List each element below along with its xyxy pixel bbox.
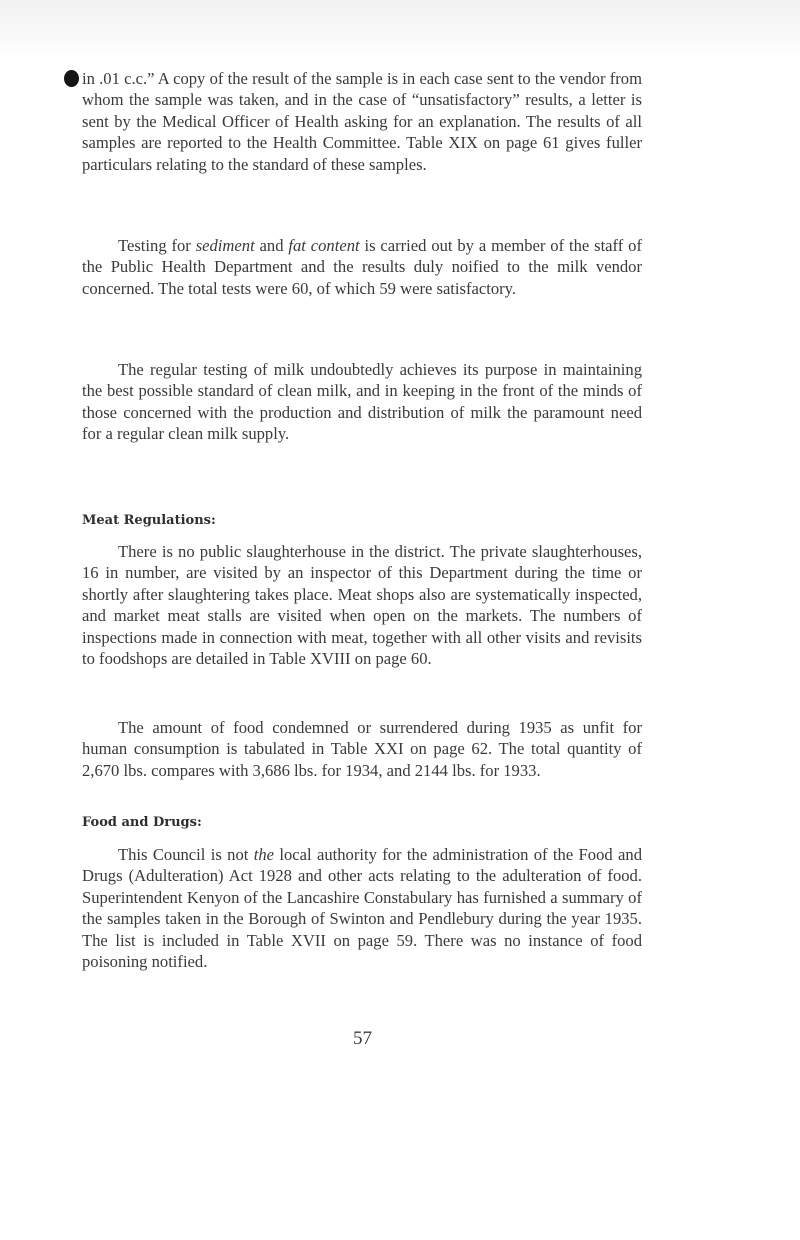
- heading-meat-regulations: Meat Regulations:: [82, 513, 216, 528]
- punch-hole-mark: [64, 70, 79, 87]
- paragraph-sediment-testing: [82, 235, 642, 299]
- page-number: 57: [353, 1028, 372, 1049]
- para2-text-a: Testing for: [118, 236, 196, 255]
- show-through-shadow: [0, 0, 800, 60]
- para2-text-c: is carried out by a member of the staff of the Public Health Department and the results duly noified to the milk vendor concerned. The total tests were 60, of which 59 were satisfactory.: [82, 236, 642, 298]
- paragraph-slaughterhouses: [82, 541, 642, 669]
- para4-text: There is no public slaughterhouse in the district. The private slaughterhouses, 16 in number, are visited by an inspector of this Department during the time or shortly after slaughtering takes place. Meat shops also are systematically inspected, and market meat stalls are visited when open on the markets. The numbers of inspections made in connection with meat, together with all other visits and revisits to foodshops are detailed in Table XVIII on page 60.: [82, 542, 642, 669]
- para3-text: The regular testing of milk undoubtedly achieves its purpose in maintaining the best possible standard of clean milk, and in keeping in the front of the minds of those concerned with the production and distribution of milk the paramount need for a regular clean milk supply.: [82, 360, 642, 444]
- para2-emphasis-sediment: sediment: [195, 236, 255, 255]
- para6-text-a: This Council is not: [118, 845, 254, 864]
- paragraph-milk-results: in .01 c.c.” A copy of the result of the sample is in each case sent to the vendor from whom the sample was taken, and in the case of “unsatisfactory” results, a letter is sent by the Medical Officer of Health asking for an explanation. The results of all samples are reported to the Health Committee. Table XIX on page 61 gives fuller particulars relating to the standard of these samples.: [82, 69, 642, 174]
- paragraph-regular-testing: [82, 359, 642, 445]
- para5-text: The amount of food condemned or surrendered during 1935 as unfit for human consumption is tabulated in Table XXI on page 62. The total quantity of 2,670 lbs. compares with 3,686 lbs. for 1934, and 2144 lbs. for 1933.: [82, 718, 642, 780]
- para6-emphasis-the: the: [253, 845, 275, 864]
- para2-text-b: and: [254, 236, 289, 255]
- para6-text-b: local authority for the administration of the Food and Drugs (Adulteration) Act 1928 and other acts relating to the adulteration of food. Superintendent Kenyon of the Lancashire Constabulary has furnished a summary of the samples taken in the Borough of Swinton and Pendlebury during the year 1935. The list is included in Table XVII on page 59. There was no instance of food poisoning notified.: [82, 845, 642, 972]
- para2-emphasis-fat-content: fat content: [288, 236, 360, 255]
- paragraph-food-drugs-act: [82, 844, 642, 972]
- paragraph-food-condemned: [82, 717, 642, 781]
- heading-food-and-drugs: Food and Drugs:: [82, 815, 202, 830]
